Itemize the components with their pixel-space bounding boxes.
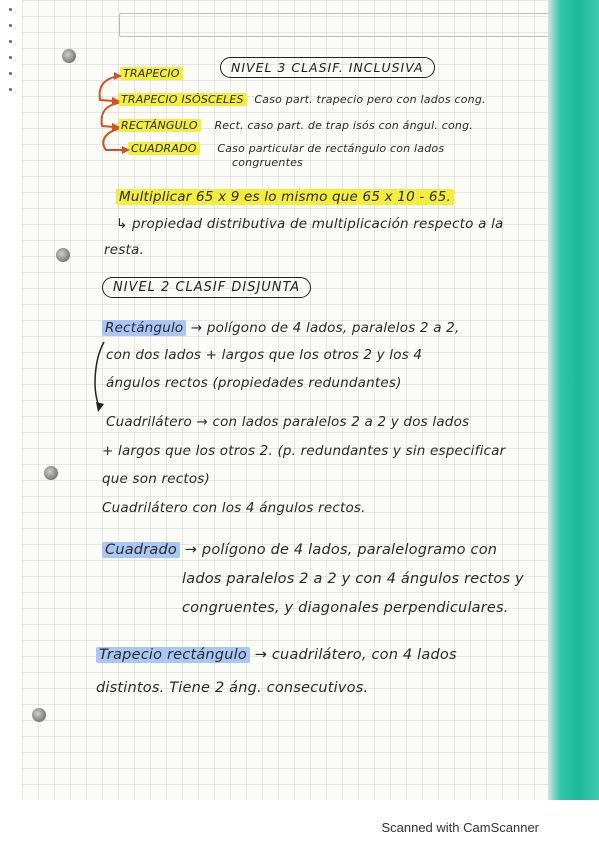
multiplicar-label: Multiplicar 65 x 9 es lo mismo que 65 x 10 - 65. [116,189,454,205]
term-cuadrado: CUADRADO [128,142,200,155]
term-rectangulo: RECTÁNGULO [118,119,201,132]
cuadrilatero-line-3: que son rectos) [102,471,210,487]
term-trapecio-isosceles: TRAPECIO ISÓSCELES [118,93,247,106]
trapecio-rectangulo-line-1: → cuadrilátero, con 4 lados [254,647,457,663]
arrowhead [114,72,122,80]
nivel3-header: NIVEL 3 CLASIF. INCLUSIVA [220,57,435,78]
cuadrado-line-2: lados paralelos 2 a 2 y con 4 ángulos rectos y [182,571,524,587]
arrowhead [122,146,130,154]
rectangulo-term: Rectángulo [102,320,186,336]
arrowhead [96,402,104,412]
term-trapecio: TRAPECIO [120,67,183,80]
arrow-trapecio-isosceles [100,76,120,101]
rectangulo-line-3: ángulos rectos (propiedades redundantes) [106,375,402,391]
cuadrado-line-3: congruentes, y diagonales perpendiculares. [182,600,509,616]
cuadrilatero-line-1: Cuadrilátero → con lados paralelos 2 a 2 y dos lados [106,414,470,430]
rectangulo-arrow [95,342,104,408]
nivel2-header: NIVEL 2 CLASIF DISJUNTA [102,277,311,298]
camscanner-watermark: Scanned with CamScanner [381,820,539,835]
arrow-rectangulo [102,103,118,127]
rectangulo-line-2: con dos lados + largos que los otros 2 y los 4 [106,347,423,363]
notebook-divider-tab [548,0,599,800]
desc-cuadrado-cont: congruentes [232,156,303,169]
multiplicar-note: ↳ propiedad distributiva de multiplicación respecto a la [116,216,504,232]
trapecio-rectangulo-term: Trapecio rectángulo [96,647,250,663]
desc-rectangulo: Rect. caso part. de trap isós con ángul. cong. [214,119,473,132]
cuadrado-line-1: → polígono de 4 lados, paralelogramo con [184,542,498,558]
cuadrilatero-line-2: + largos que los otros 2. (p. redundantes y sin especificar [102,443,506,459]
cuadrilatero-line-4: Cuadrilátero con los 4 ángulos rectos. [102,500,366,516]
cuadrado-term: Cuadrado [102,542,180,558]
desc-cuadrado: Caso particular de rectángulo con lados [217,142,445,155]
desc-trapecio-isosceles: Caso part. trapecio pero con lados cong. [254,93,486,106]
multiplicar-note-cont: resta. [104,242,144,258]
trapecio-rectangulo-line-2: distintos. Tiene 2 áng. consecutivos. [96,680,369,696]
orange-arrowheads [112,72,130,154]
rectangulo-line-1: → polígono de 4 lados, paralelos 2 a 2, [190,320,460,336]
orange-brackets [100,76,126,150]
